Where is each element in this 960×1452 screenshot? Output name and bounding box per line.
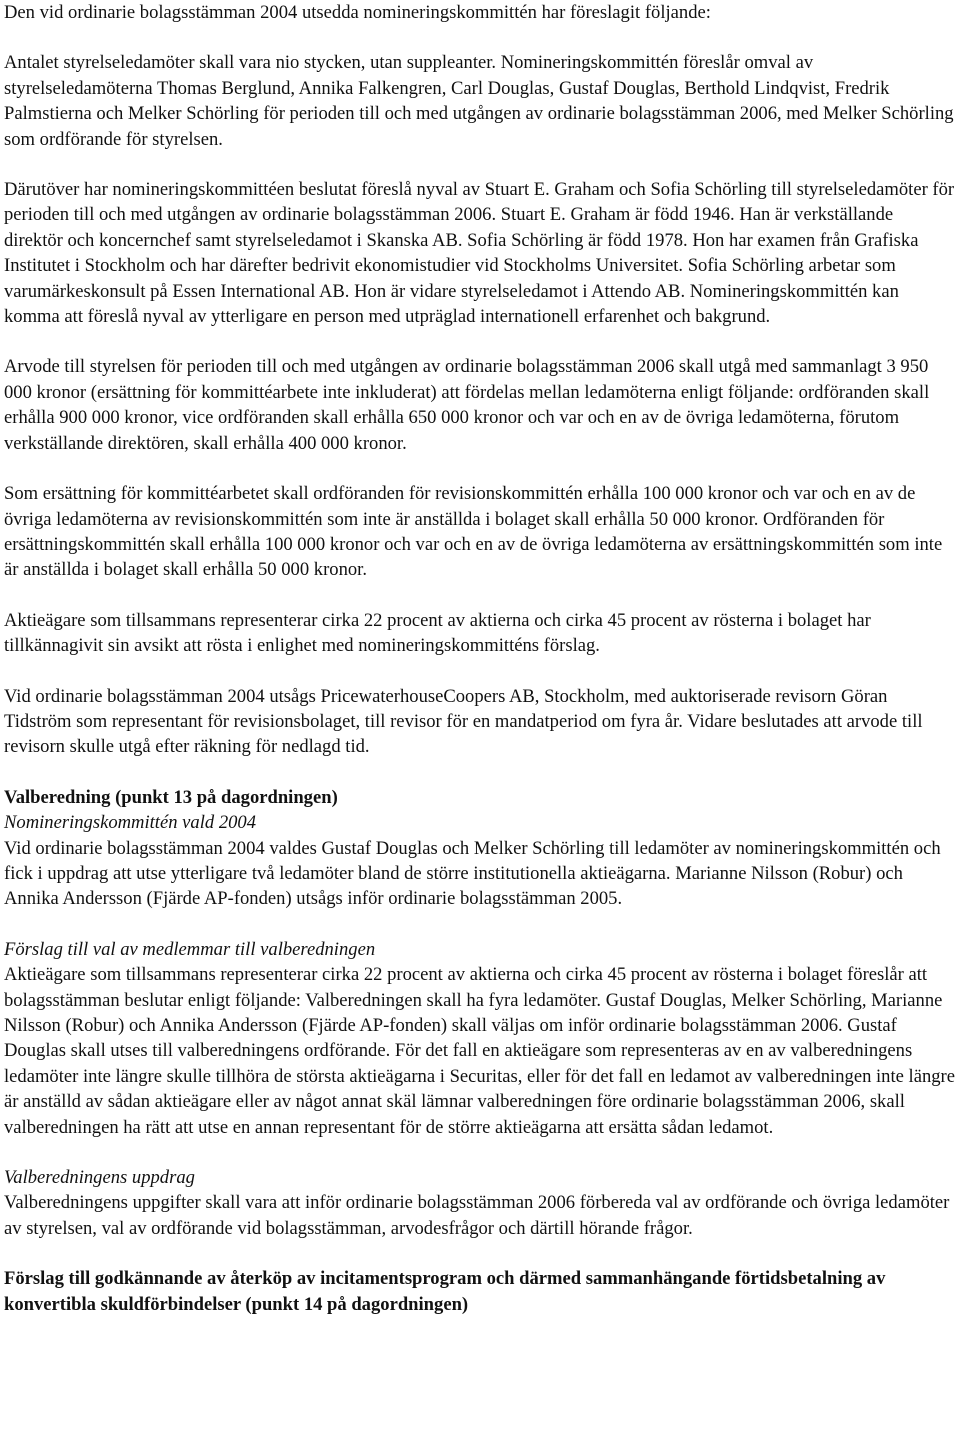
subheading-committee-mandate: Valberedningens uppdrag <box>4 1167 195 1189</box>
committee-2004-paragraph: Vid ordinarie bolagsstämman 2004 valdes Gustaf Douglas och Melker Schörling till ledamöter av nomineringskommittén och fick i uppdrag att utse ytterligare två ledamöter bland de större institutionella aktieägarna. Marianne Nilsson (Robur) och Annika Andersson (Fjärde AP-fonden) utsågs inför ordinarie bolagsstämman 2005. <box>4 837 941 910</box>
committee-mandate-paragraph: Valberedningens uppgifter skall vara att inför ordinarie bolagsstämman 2006 förbereda val av ordförande och övriga ledamöter av styrelsen, val av ordförande vid bolagsstämman, arvodesfrågor och därtill hörande frågor. <box>4 1192 950 1239</box>
proposal-members-paragraph: Aktieägare som tillsammans representerar cirka 22 procent av aktierna och cirka 45 procent av rösterna i bolaget föreslår att bolagsstämman beslutar enligt följande: Valberedningen skall ha fyra ledamöter. Gustaf Douglas, Melker Schörling, Marianne Nilsson (Robur) och Annika Andersson (Fjärde AP-fonden) skall väljas om inför ordinarie bolagsstämman 2006. Gustaf Douglas skall utses till valberedningens ordförande. För det fall en aktieägare som representeras av en av valberedningens ledamöter inte längre skulle tillhöra de största aktieägarna i Securitas, eller för det fall en ledamot av valberedningen inte längre är anställd av sådan aktieägare eller av något annat skäl lämnar valberedningen före ordinarie bolagsstämman 2006, skall valberedningen ha rätt att utse en annan representant för de större aktieägarna att ersätta sådan ledamot. <box>4 964 956 1138</box>
auditor-paragraph: Vid ordinarie bolagsstämman 2004 utsågs PricewaterhouseCoopers AB, Stockholm, med auktoriserade revisorn Göran Tidström som representant för revisionsbolaget, till revisor för en mandatperiod om fyra år. Vidare beslutades att arvode till revisorn skulle utgå efter räkning för nedlagd tid. <box>4 685 923 758</box>
subheading-committee-2004: Nomineringskommittén vald 2004 <box>4 812 257 834</box>
intro-paragraph: Den vid ordinarie bolagsstämman 2004 utsedda nomineringskommittén har föreslagit följande: <box>4 2 711 23</box>
committee-fees-paragraph: Som ersättning för kommittéarbetet skall ordföranden för revisionskommittén erhålla 100 000 kronor och var och en av de övriga ledamöterna av revisionskommittén som inte är anställda i bolaget skall erhålla 50 000 kronor. Ordföranden för ersättningskommittén skall erhålla 100 000 kronor och var och en av de övriga ledamöterna av ersättningskommittén som inte är anställda i bolaget skall erhålla 50 000 kronor. <box>4 483 943 581</box>
board-fees-paragraph: Arvode till styrelsen för perioden till och med utgången av ordinarie bolagsstämman 2006 skall utgå med sammanlagt 3 950 000 kronor (ersättning för kommittéarbete inte inkluderat) att fördelas mellan ledamöterna enligt följande: ordföranden skall erhålla 900 000 kronor, vice ordföranden skall erhålla 650 000 kronor och var och en av de övriga ledamöterna, förutom verkställande direktören, skall erhålla 400 000 kronor. <box>4 356 930 454</box>
subheading-proposal-members: Förslag till val av medlemmar till valberedningen <box>4 938 376 960</box>
shareholder-support-paragraph: Aktieägare som tillsammans representerar cirka 22 procent av aktierna och cirka 45 procent av rösterna i bolaget har tillkännagivit sin avsikt att rösta i enlighet med nomineringskommitténs förslag. <box>4 609 871 657</box>
section-heading-nomination: Valberedning (punkt 13 på dagordningen) <box>4 786 338 808</box>
new-members-paragraph: Därutöver har nomineringskommittéen beslutat föreslå nyval av Stuart E. Graham och Sofia Schörling till styrelseledamöter för perioden till och med utgången av ordinarie bolagsstämman 2006. Stuart E. Graham är född 1946. Han är verkställande direktör och koncernchef samt styrelseledamot i Skanska AB. Sofia Schörling är född 1978. Hon har examen från Grafiska Institutet i Stockholm och har därefter bedrivit ekonomistudier vid Stockholms Universitet. Sofia Schörling arbetar som varumärkeskonsult på Essen International AB. Hon är vidare styrelseledamot i Attendo AB. Nomineringskommittén kan komma att föreslå nyval av ytterligare en person med utpräglad internationell erfarenhet och bakgrund. <box>4 179 955 328</box>
section-heading-repurchase: Förslag till godkännande av återköp av incitamentsprogram och därmed sammanhängande förtidsbetalning av konvertibla skuldförbindelser (punkt 14 på dagordningen) <box>4 1268 886 1315</box>
board-members-paragraph: Antalet styrelseledamöter skall vara nio stycken, utan suppleanter. Nomineringskommittén föreslår omval av styrelseledamöterna Thomas Berglund, Annika Falkengren, Carl Douglas, Gustaf Douglas, Berthold Lindqvist, Fredrik Palmstierna och Melker Schörling för perioden till och med utgången av ordinarie bolagsstämman 2006, med Melker Schörling som ordförande för styrelsen. <box>4 52 954 150</box>
